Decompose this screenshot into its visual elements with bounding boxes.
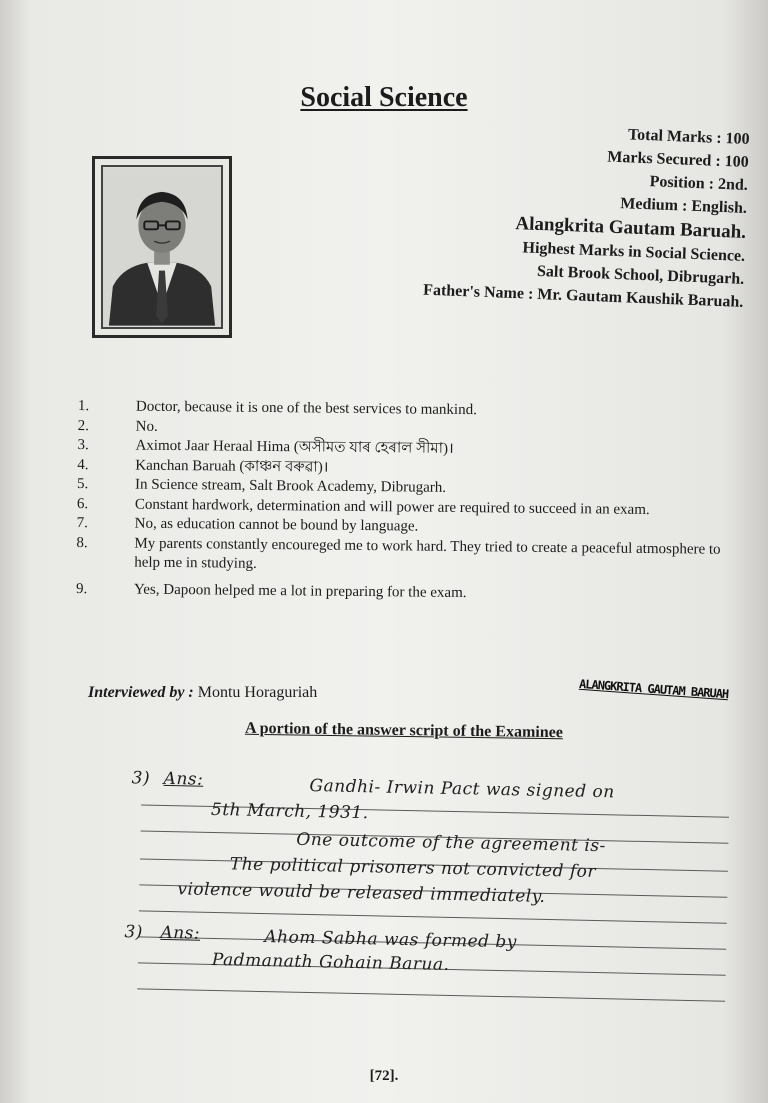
student-info [303,111,750,314]
position: Position : 2nd. [649,173,749,194]
answer-number: 3) [131,768,151,789]
answer-item: 7. No, as education cannot be bound by language. [76,514,419,535]
student-photo [101,165,223,329]
answer-item: 6. Constant hardwork, determination and will power are required to succeed in an exam. [76,495,650,518]
answer-item: 4. Kanchan Baruah (কাঞ্চন বৰুৱা)। [77,456,329,476]
answer-number: 3) [124,922,144,943]
student-portrait-image [103,167,221,327]
student-signature: ALANGKRITA GAUTAM BARUAH [578,676,729,702]
interview-answers [76,397,738,606]
interviewer-credit [88,684,317,702]
answer-label: Ans: [160,922,201,944]
answer-item: 2. No. [77,417,158,435]
answer-item: 3. Aximot Jaar Heraal Hima (অসীমত যাৰ হেৰাল সীমা)। [77,436,454,457]
student-photo-frame [92,156,232,338]
handwritten-line: 5th March, 1931. [210,799,369,824]
interviewer-label: Interviewed by : [88,684,194,701]
ruled-line [137,988,725,1001]
handwritten-line: violence would be released immediately. [177,879,546,907]
father-name: Father's Name : Mr. Gautam Kaushik Baruah. [422,281,744,311]
handwritten-line: Padmanath Gohain Barua. [211,949,450,975]
medium: Medium : English. [619,195,748,217]
ruled-line [139,910,727,923]
answer-item: 1. Doctor, because it is one of the best services to mankind. [77,397,477,419]
interviewer-name: Montu Horaguriah [197,684,318,701]
highest-marks: Highest Marks in Social Science. [522,239,746,265]
answer-item: 8. My parents constantly encoureged me to work hard. They tried to create a peaceful atmosphere to help me in studying. [76,534,721,572]
total-marks: Total Marks : 100 [627,126,750,148]
page-title: Social Science [300,82,468,113]
handwritten-answer-script [115,762,730,1011]
answer-item: 9. Yes, Dapoon helped me a lot in preparing for the exam. [75,580,467,601]
handwritten-line: Gandhi- Irwin Pact was signed on [309,775,615,803]
student-name: Alangkrita Gautam Baruah. [515,213,747,243]
answer-item: 5. In Science stream, Salt Brook Academy, Dibrugarh. [77,475,447,496]
answer-script-heading: A portion of the answer script of the Examinee [244,719,564,742]
marks-secured: Marks Secured : 100 [606,148,750,171]
handwritten-line: The political prisoners not convicted for [229,854,597,882]
handwritten-line: Ahom Sabha was formed by [264,927,518,953]
handwritten-line: One outcome of the agreement is- [296,829,606,857]
answer-label: Ans: [163,768,204,790]
school-name: Salt Brook School, Dibrugarh. [536,262,745,288]
page-number: [72]. [369,1068,399,1084]
